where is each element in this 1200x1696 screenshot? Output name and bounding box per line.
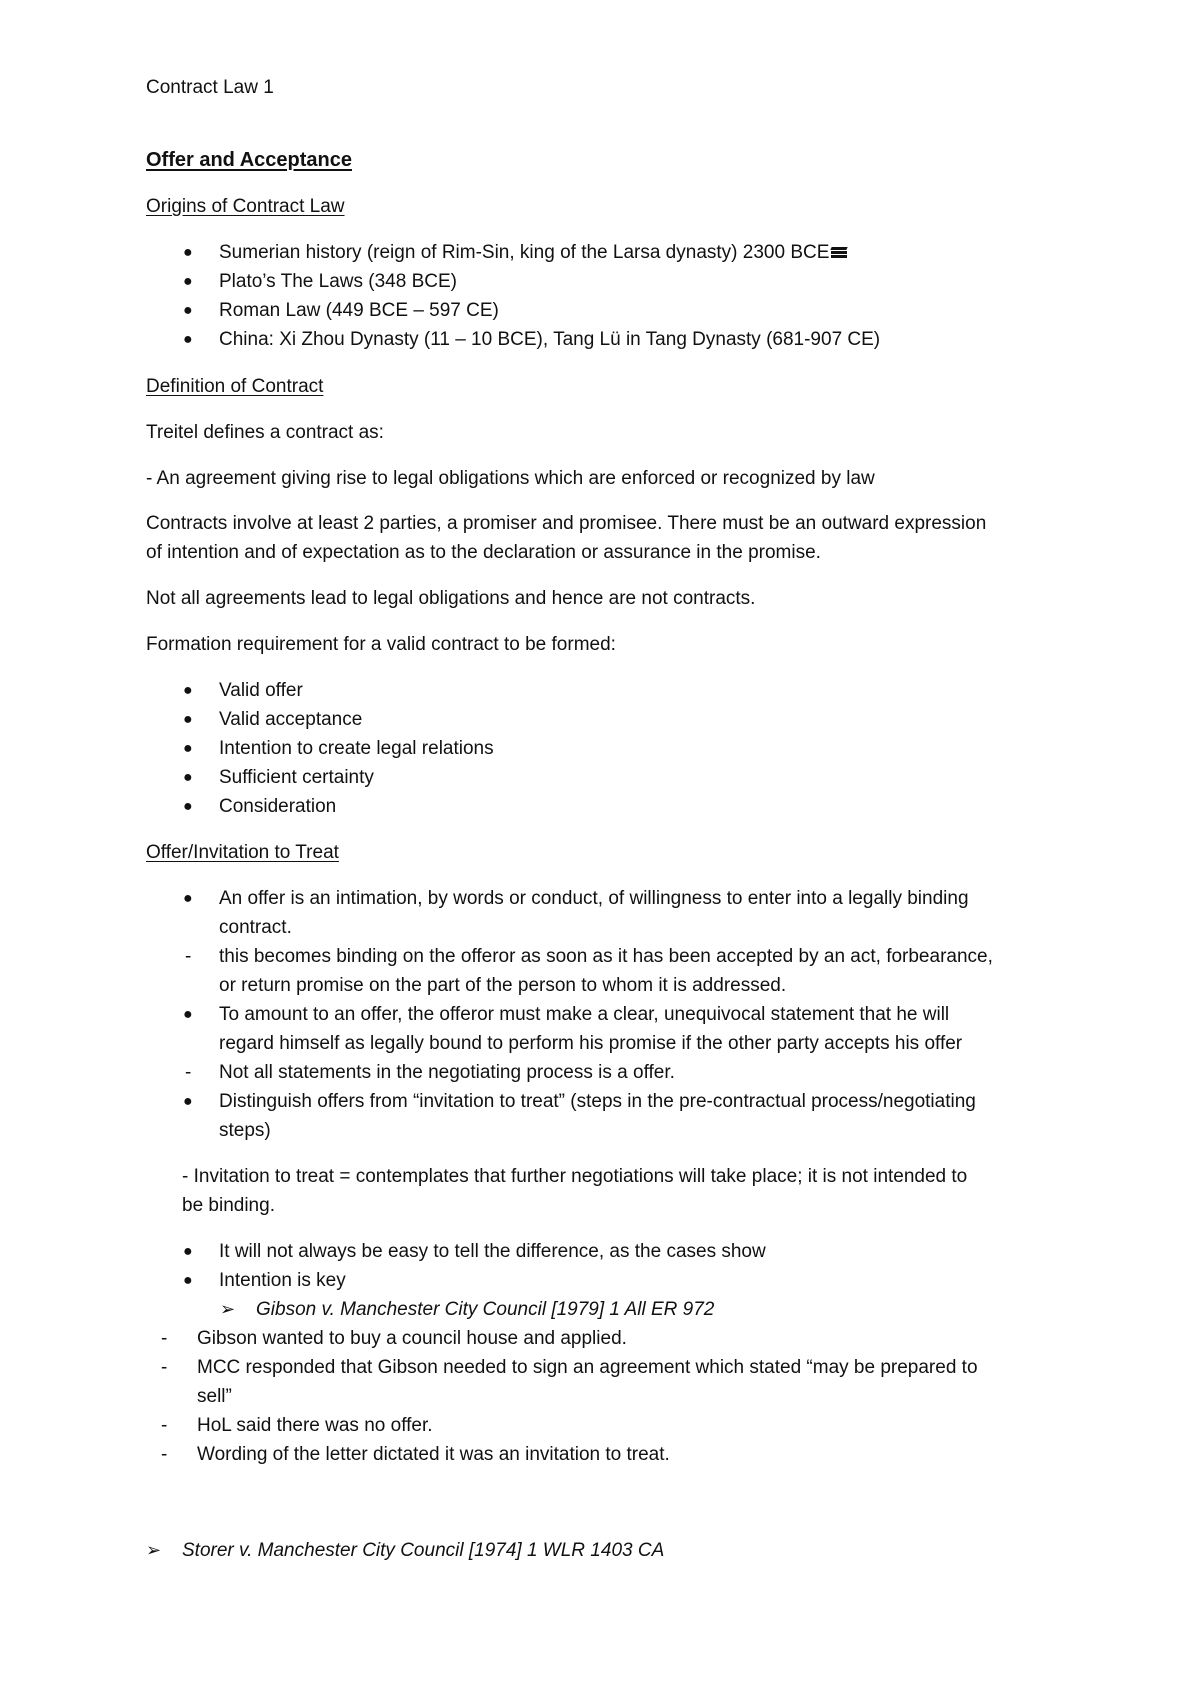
case-point: Gibson wanted to buy a council house and applied. <box>197 1328 627 1349</box>
list-dash: - <box>161 1444 168 1465</box>
origins-item: Plato’s The Laws (348 BCE) <box>219 271 457 292</box>
list-bullet: ● <box>183 1243 193 1260</box>
list-bullet: ● <box>183 1093 193 1110</box>
arrow-bullet-icon: ➢ <box>220 1299 236 1319</box>
requirement-item: Valid acceptance <box>219 709 363 730</box>
arrow-bullet-icon: ➢ <box>146 1540 162 1560</box>
origins-heading: Origins of Contract Law <box>146 196 345 217</box>
list-bullet: ● <box>183 1272 193 1289</box>
offer-point: It will not always be easy to tell the difference, as the cases show <box>219 1241 766 1262</box>
requirement-item: Consideration <box>219 796 337 817</box>
list-bullet: ● <box>183 711 193 728</box>
list-dash: - <box>161 1415 168 1436</box>
offer-subpoint: or return promise on the part of the person to whom it is addressed. <box>219 975 787 996</box>
list-dash: - <box>185 946 192 967</box>
requirement-item: Sufficient certainty <box>219 767 374 788</box>
list-bullet: ● <box>183 273 193 290</box>
definition-heading: Definition of Contract <box>146 376 324 397</box>
list-bullet: ● <box>183 798 193 815</box>
offer-point: To amount to an offer, the offeror must make a clear, unequivocal statement that he will <box>219 1004 950 1025</box>
list-bullet: ● <box>183 1006 193 1023</box>
list-bullet: ● <box>183 890 193 907</box>
offer-point: Distinguish offers from “invitation to treat” (steps in the pre-contractual process/negotiating <box>219 1091 976 1112</box>
case-citation: Storer v. Manchester City Council [1974] 1 WLR 1403 CA <box>182 1540 665 1561</box>
case-point: sell” <box>197 1386 232 1407</box>
document-title: Offer and Acceptance <box>146 149 352 171</box>
offer-point: An offer is an intimation, by words or conduct, of willingness to enter into a legally binding <box>219 888 969 909</box>
case-point: Wording of the letter dictated it was an invitation to treat. <box>197 1444 670 1465</box>
list-bullet: ● <box>183 740 193 757</box>
paragraph: Not all agreements lead to legal obligations and hence are not contracts. <box>146 588 756 609</box>
offer-subpoint: this becomes binding on the offeror as soon as it has been accepted by an act, forbearance, <box>219 946 993 967</box>
case-citation: Gibson v. Manchester City Council [1979] 1 All ER 972 <box>256 1299 715 1320</box>
list-bullet: ● <box>183 682 193 699</box>
offer-subpoint: Not all statements in the negotiating process is a offer. <box>219 1062 675 1083</box>
offer-point: contract. <box>219 917 292 938</box>
paragraph: - An agreement giving rise to legal obligations which are enforced or recognized by law <box>146 468 875 489</box>
offer-point: steps) <box>219 1120 271 1141</box>
requirement-item: Valid offer <box>219 680 303 701</box>
case-point: MCC responded that Gibson needed to sign an agreement which stated “may be prepared to <box>197 1357 978 1378</box>
paragraph: Treitel defines a contract as: <box>146 422 384 443</box>
origins-item: Sumerian history (reign of Rim-Sin, king of the Larsa dynasty) 2300 BCE <box>219 238 847 267</box>
paragraph: of intention and of expectation as to the declaration or assurance in the promise. <box>146 542 821 563</box>
page-header: Contract Law 1 <box>146 77 274 98</box>
paragraph: be binding. <box>182 1195 275 1216</box>
offer-heading: Offer/Invitation to Treat <box>146 842 339 863</box>
offer-point: regard himself as legally bound to perform his promise if the other party accepts his offer <box>219 1033 963 1054</box>
paragraph: Formation requirement for a valid contract to be formed: <box>146 634 616 655</box>
origins-item: Roman Law (449 BCE – 597 CE) <box>219 300 499 321</box>
case-point: HoL said there was no offer. <box>197 1415 433 1436</box>
list-bullet: ● <box>183 302 193 319</box>
paper-stack-icon <box>831 246 847 259</box>
list-dash: - <box>161 1328 168 1349</box>
origins-item: China: Xi Zhou Dynasty (11 – 10 BCE), Tang Lü in Tang Dynasty (681-907 CE) <box>219 329 881 350</box>
list-dash: - <box>185 1062 192 1083</box>
list-dash: - <box>161 1357 168 1378</box>
requirement-item: Intention to create legal relations <box>219 738 494 759</box>
offer-point: Intention is key <box>219 1270 346 1291</box>
list-bullet: ● <box>183 769 193 786</box>
list-bullet: ● <box>183 331 193 348</box>
list-bullet: ● <box>183 244 193 261</box>
paragraph: Contracts involve at least 2 parties, a promiser and promisee. There must be an outward expression <box>146 513 987 534</box>
paragraph: - Invitation to treat = contemplates that further negotiations will take place; it is not intended to <box>182 1166 968 1187</box>
